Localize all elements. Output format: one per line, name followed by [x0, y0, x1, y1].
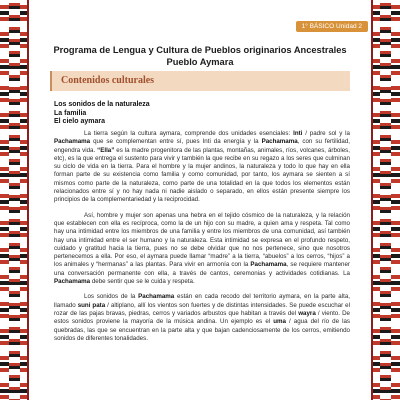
section-title: Contenidos culturales — [61, 75, 155, 86]
decorative-border-right — [371, 0, 400, 400]
decorative-border-left — [0, 0, 29, 400]
topic-list — [54, 101, 350, 127]
topic-item: Los sonidos de la naturaleza — [54, 101, 150, 108]
topic-item: La familia — [54, 109, 87, 117]
grade-unit-badge: 1° BÁSICO Unidad 2 — [296, 21, 368, 32]
paragraph: Los sonidos de la Pachamama están en cada recodo del territorio aymara, en la parte alta, llamado suni pata / altiplano, allí los vientos son fuertes y de distintas intensidades. Se puede escuchar el rozar de las pajas bravas, piedras, cerros y variados arbustos que habitan a través del wayra / viento. De estos sonidos proviene la mayoría de la música andina. Un ejemplo es el uma / agua del río de las quebradas, las que se encuentran en la parte alta y que bajan cadenciosamente de los cerros, emitiendo sonidos de diferentes tonalidades. — [54, 293, 350, 342]
section-header — [50, 71, 350, 91]
topic-item: El cielo aymara — [54, 118, 105, 126]
paragraph: Así, hombre y mujer son apenas una hebra en el tejido cósmico de la naturaleza, y la relación que establecen con ella es recíproca, como la de un hijo con su madre, a quien ama y respeta. Tal como hay una intimidad entre los miembros de una familia y entre los miembros de una comunidad, así también hay una intimidad entre el ser humano y la naturaleza. Esta intimidad se expresa en el profundo respeto, cuidado y gratitud hacia la tierra, pues no se debe olvidar que no nos pertenece, sino que nosotros pertenecemos a ella. Por eso, el aymara puede llamar “madre” a la tierra, “abuelos” a los cerros, “hijos” a los animales y “hermanas” a las plantas. Para vivir en armonía con la Pachamama, se requiere mantener una conversación permanente con ella, a través de cantos, ceremonias y actividades cotidianas. La Pachamama debe sentir que se le cuida y respeta. — [54, 211, 350, 286]
paragraph: La tierra según la cultura aymara, comprende dos unidades esenciales: Inti / padre sol y la Pachamama que se complementan entre sí, pues Inti da energía y la Pachamama, con su fertilidad, engendra vida. “Ella” es la madre progenitora de las plantas, montañas, animales, ríos, volcanes, árboles, etc), es la que entrega el sustento para vivir y también la que recibe en su regazo a los seres que culminan su ciclo de vida en la tierra. Para el hombre y la mujer andinos, la naturaleza y todo lo que hay en ella forman parte de su existencia como familia y como comunidad, por tanto, los aymara se sienten a sí mismos como parte de la naturaleza, como parte de una totalidad en la que todos los elementos están relacionados entre sí y no hay nada ni nadie aislado o separado, en ellos están presente siempre los principios de la complementariedad y la reciprocidad. — [54, 130, 351, 204]
document-body — [54, 130, 350, 350]
people-title: Pueblo Aymara — [166, 57, 234, 67]
program-title: Programa de Lengua y Cultura de Pueblos originarios Ancestrales — [53, 45, 347, 55]
document-header — [32, 44, 368, 68]
